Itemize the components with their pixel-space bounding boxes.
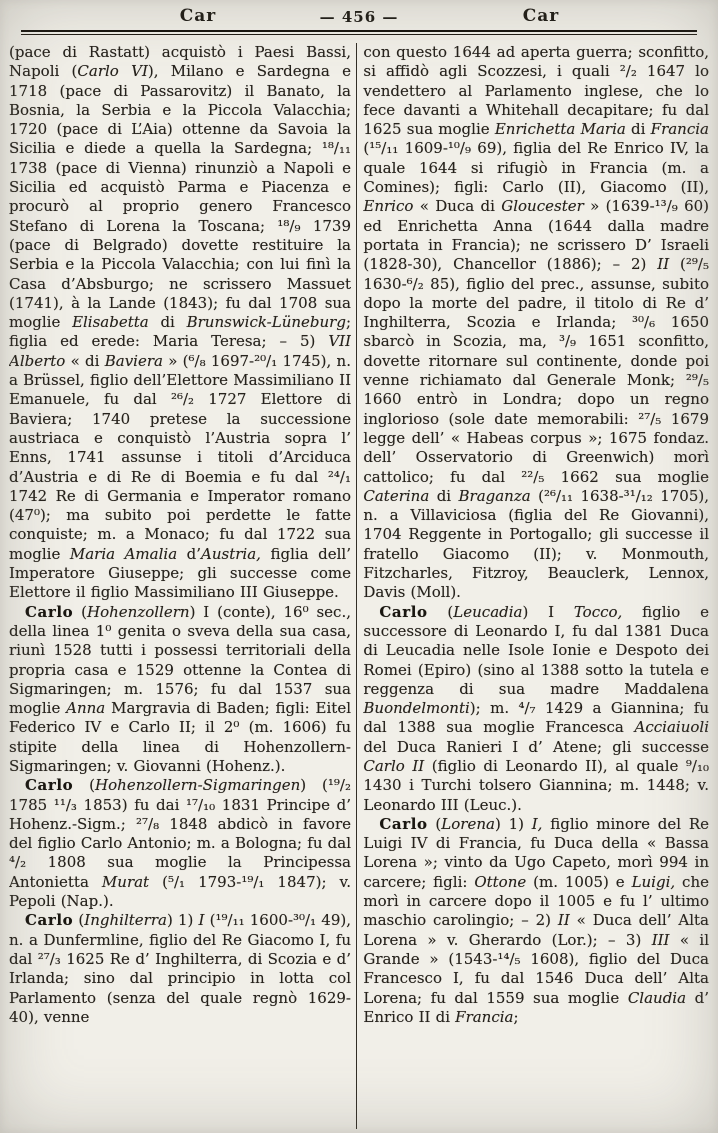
dictionary-entry-paragraph — [363, 815, 709, 1027]
italic-name: Francia — [650, 120, 709, 139]
italic-name: Buondelmonti — [363, 699, 470, 718]
body-text: di — [429, 486, 459, 505]
header-keyword-left: Car — [179, 6, 217, 26]
italic-name: Tocco, — [573, 602, 623, 621]
body-text: (m. 1005) e — [526, 872, 632, 891]
italic-name: Claudia — [627, 988, 687, 1007]
body-text: di — [148, 313, 187, 332]
header-rule — [21, 30, 697, 35]
body-text: » (⁶/₈ 1697-²⁰/₁ 1745), n. a Brüssel, figlio dell’Elettore Massimiliano II Emanuele, fu dal ²⁶/₂ 1727 Elettore di Baviera; 1740 pretese la successione austriaca e conquistò l’Austria sopra l’ Enns, 1741 assunse i titoli d’Arciduca d’Austria e di Re di Boemia e fu dal ²⁴/₁ 1742 Re di Germania e Imperator romano (47⁰); ma subito poi perdette le fatte conquiste; m. a Monaco; fu dal 1722 sua moglie — [9, 351, 351, 563]
italic-name: Brunswick-Lüneburg — [186, 313, 346, 332]
body-text: ) I — [522, 602, 574, 621]
right-column — [363, 43, 709, 1129]
body-text: Margravia di Baden; figli: Eitel Federico IV e Carlo II; il 2⁰ (m. 1606) fu stipite della linea di Hohenzollern-Sigmaringen; v. Giovanni (Hohenz.). — [9, 699, 351, 775]
dictionary-entry-paragraph — [9, 603, 351, 777]
body-text: ( — [427, 602, 454, 621]
body-text: ( — [73, 602, 88, 621]
entry-headword: Carlo — [25, 776, 74, 795]
italic-name: Inghilterra — [84, 911, 167, 930]
body-text: (¹⁵/₁₁ 1609-¹⁰/₉ 69), figlia del Re Enrico IV, la quale 1644 si rifugiò in Francia (m. a Comines); figli: Carlo (II), Giacomo (II), — [363, 139, 709, 197]
header-keyword-right: Car — [522, 6, 560, 26]
body-text: ), Milano e Sardegna e 1718 (pace di Passarovitz) il Banato, la Bosnia, la Serbia e la Piccola Valacchia; 1720 (pace di L’Aia) ottenne da Savoia la Sicilia e diede a quella la Sardegna; ¹⁸/₁₁ 1738 (pace di Vienna) rinunziò a Napoli e Sicilia ed acquistò Parma e Piacenza e procurò al proprio genero Francesco Stefano di Lorena la Toscana; ¹⁸/₉ 1739 (pace di Belgrado) dovette restituire la Serbia e la Piccola Valacchia; con lui finì la Casa d’Absburgo; ne scrissero Massuet (1741), à la Lande (1843); fu dal 1708 sua moglie — [9, 62, 351, 332]
body-text: del Duca Ranieri I d’ Atene; gli successe — [363, 737, 709, 756]
italic-name: Enrico — [363, 197, 414, 216]
italic-name: Hohenzollern-Sigmaringen — [95, 776, 301, 795]
body-text: (²⁹/₅ 1630-⁶/₂ 85), figlio del prec., assunse, subito dopo la morte del padre, il titolo di Re d’ Inghilterra, Scozia e Irlanda; ³⁰/₆ 1650 sbarcò in Scozia, ma, ³/₉ 1651 sconfitto, dovette ritornare sul continente, donde poi venne richiamato dal Generale Monk; ²⁹/₅ 1660 entrò in Londra; dopo un regno inglorioso (sole date memorabili: ²⁷/₅ 1679 legge dell’ « Habeas corpus »; 1675 fondaz. dell’ Osservatorio di Greenwich) morì cattolico; fu dal ²²/₅ 1662 sua moglie — [363, 255, 709, 486]
body-text: ; figlia ed erede: Maria Teresa; – 5) — [9, 313, 351, 351]
italic-name: III — [651, 930, 670, 949]
entry-headword: Carlo — [25, 911, 74, 930]
dictionary-entry-paragraph — [9, 911, 351, 1027]
body-text: (pace di Rastatt) acquistò i Paesi Bassi, Napoli ( — [9, 43, 351, 81]
entry-headword: Carlo — [379, 602, 428, 621]
body-text: ( — [73, 776, 96, 795]
italic-name: Francia — [455, 1007, 514, 1026]
entry-headword: Carlo — [379, 814, 428, 833]
italic-name: Austria, — [201, 544, 261, 563]
italic-name: Luigi, — [631, 872, 676, 891]
italic-name: II — [657, 255, 670, 274]
body-text: ) 1) — [494, 814, 532, 833]
body-text: che morì in carcere dopo il 1005 e fu l’ ultimo maschio carolingio; – 2) — [363, 872, 709, 930]
body-text: ( — [427, 814, 442, 833]
dictionary-entry-paragraph — [363, 43, 709, 603]
left-column — [9, 43, 351, 1129]
italic-name: II — [557, 911, 570, 930]
italic-name: Gloucester — [501, 197, 584, 216]
italic-name: Acciaiuoli — [634, 718, 709, 737]
italic-name: I, — [531, 814, 543, 833]
dictionary-entry-paragraph — [9, 776, 351, 911]
page-header — [9, 5, 709, 30]
body-text: ) (¹⁹/₂ 1785 ¹¹/₃ 1853) fu dai ¹⁷/₁₀ 1831 Principe d’ Hohenz.-Sigm.; ²⁷/₈ 1848 abdicò in favore del figlio Carlo Antonio; m. a Bologna; fu dal ⁴/₂ 1808 sua moglie la Principessa Antonietta — [9, 776, 351, 891]
dictionary-entry-paragraph — [363, 603, 709, 815]
italic-name: Carlo II — [363, 756, 425, 775]
body-text: (figlio di Leonardo II), al quale ⁹/₁₀ 1430 i Turchi tolsero Giannina; m. 1448; v. Leonardo III (Leuc.). — [363, 756, 709, 814]
body-text: ) 1) — [166, 911, 199, 930]
body-text: (⁵/₁ 1793-¹⁹/₁ 1847); v. Pepoli (Nap.). — [9, 872, 351, 911]
entry-headword: Carlo — [25, 602, 74, 621]
italic-name: Hohenzollern — [87, 602, 190, 621]
dictionary-entry-paragraph — [9, 43, 351, 603]
italic-name: VII Alberto — [9, 332, 351, 370]
body-text: figlio minore del Re Luigi IV di Francia, fu Duca della « Bassa Lorena »; vinto da Ugo Capeto, morì 994 in carcere; figli: — [363, 814, 709, 891]
italic-name: Lorena — [441, 814, 495, 833]
body-text: ; — [513, 1007, 519, 1026]
italic-name: Murat — [101, 872, 150, 891]
italic-name: Baviera — [104, 351, 163, 370]
body-text: ) I (conte), 16⁰ sec., della linea 1⁰ genita o sveva della sua casa, riunì 1528 tutti i possessi territoriali della propria casa e 1529 ottenne la Contea di Sigmaringen; m. 1576; fu dal 1537 sua moglie — [9, 602, 351, 718]
body-text: d’ Enrico II di — [363, 988, 709, 1026]
italic-name: Maria Amalia — [69, 544, 178, 563]
body-text: con questo 1644 ad aperta guerra; sconfitto, si affidò agli Scozzesi, i quali ²/₂ 1647 lo vendettero al Parlamento inglese, che lo fece davanti a Whitehall decapitare; fu dal 1625 sua moglie — [363, 43, 709, 139]
body-text: » (1639-¹³/₉ 60) ed Enrichetta Anna (1644 dalla madre portata in Francia); ne scrissero D’ Israeli (1828-30), Chancellor (1886); – 2) — [363, 197, 709, 274]
italic-name: Carlo VI — [77, 62, 148, 81]
text-columns — [9, 43, 709, 1129]
column-divider — [356, 43, 357, 1129]
body-text: « Duca dell’ Alta Lorena » v. Gherardo (Lor.); – 3) — [363, 911, 709, 949]
italic-name: Leucadia — [453, 602, 523, 621]
italic-name: Enrichetta Maria — [494, 120, 626, 139]
body-text: « Duca di — [413, 197, 502, 216]
body-text: di — [625, 120, 651, 139]
body-text: (²⁶/₁₁ 1638-³¹/₁₂ 1705), n. a Villaviciosa (figlia del Re Giovanni), 1704 Reggente in Portogallo; gli successe il fratello Giacomo (II); v. Monmouth, Fitzcharles, Fitzroy, Beauclerk, Lennox, Davis (Moll). — [363, 486, 709, 602]
italic-name: Braganza — [458, 486, 531, 505]
italic-name: I — [198, 911, 205, 930]
body-text: « di — [65, 351, 105, 370]
italic-name: Elisabetta — [72, 313, 149, 332]
italic-name: Ottone — [474, 872, 527, 891]
body-text: ( — [73, 911, 85, 930]
page-number: — 456 — — [319, 8, 399, 26]
body-text: d’ — [177, 544, 202, 563]
body-text: ); m. ⁴/₇ 1429 a Giannina; fu dal 1388 sua moglie Francesca — [363, 699, 709, 737]
body-text: figlia dell’ Imperatore Giuseppe; gli successe come Elettore il figlio Massimiliano III Giuseppe. — [9, 544, 351, 602]
body-text: (¹⁹/₁₁ 1600-³⁰/₁ 49), n. a Dunfermline, figlio del Re Giacomo I, fu dal ²⁷/₃ 1625 Re d’ Inghilterra, di Scozia e d’ Irlanda; sino dal principio in lotta col Parlamento (senza del quale regnò 1629-40), venne — [9, 911, 351, 1026]
body-text: « il Grande » (1543-¹⁴/₅ 1608), figlio del Duca Francesco I, fu dal 1546 Duca dell’ Alta Lorena; fu dal 1559 sua moglie — [363, 930, 709, 1007]
body-text: figlio e successore di Leonardo I, fu dal 1381 Duca di Leucadia nelle Isole Ionie e Despoto dei Romei (Epiro) (sino al 1388 sotto la tutela e reggenza di sua madre Maddalena — [363, 602, 709, 698]
italic-name: Anna — [66, 699, 106, 718]
italic-name: Caterina — [363, 486, 430, 505]
